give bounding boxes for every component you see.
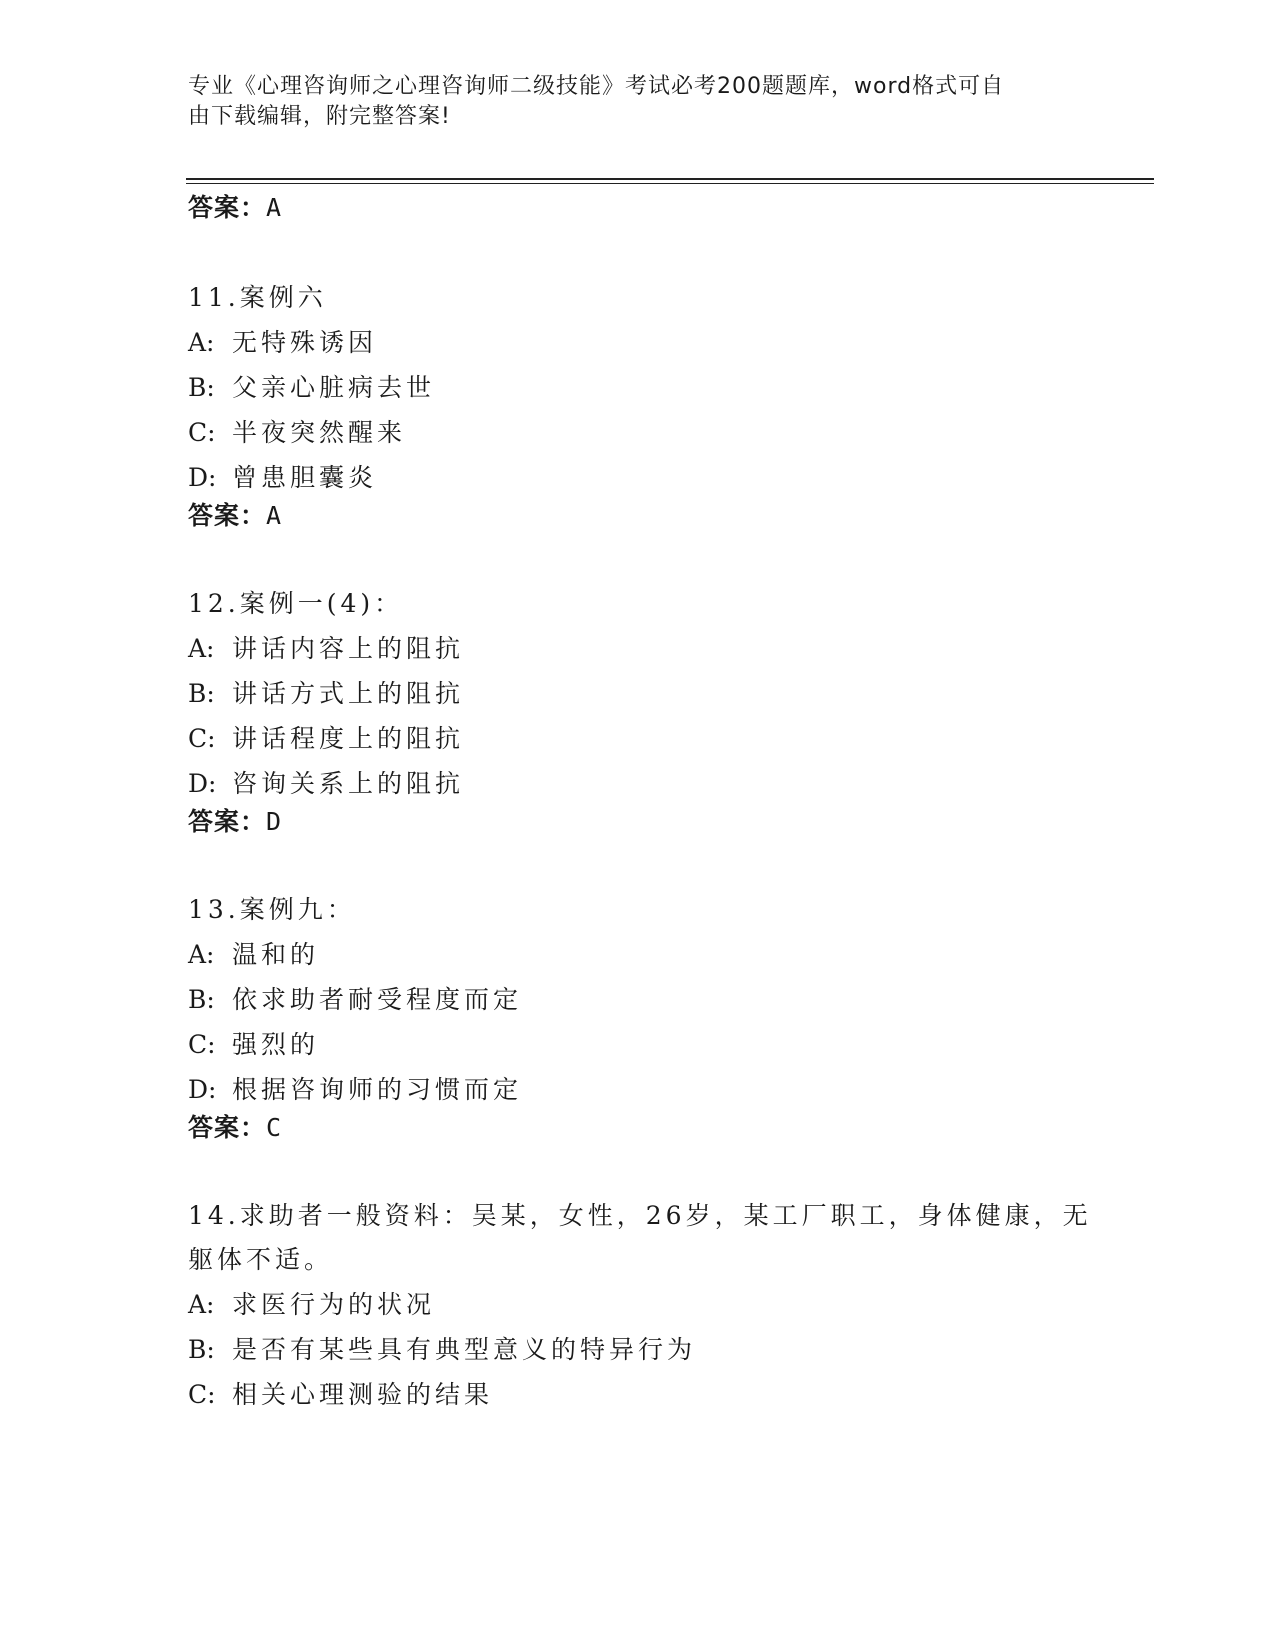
option-d — [188, 761, 1088, 806]
header-divider-thin — [186, 183, 1154, 184]
question-title: 12.案例一(4)： — [188, 589, 404, 618]
answer-value: D — [266, 807, 283, 836]
question-12 — [188, 582, 1088, 806]
document-header — [188, 72, 1068, 132]
answer-11 — [188, 500, 282, 532]
answer-label: 答案： — [188, 501, 267, 530]
option-key: A: — [188, 634, 215, 663]
option-c — [188, 410, 1088, 455]
option-b — [188, 671, 1088, 716]
header-divider-thick — [186, 178, 1154, 180]
question-title-line-1: 14.求助者一般资料：吴某，女性，26岁，某工厂职工，身体健康，无 — [188, 1201, 1092, 1230]
option-text: 父亲心脏病去世 — [232, 373, 436, 402]
header-line-2: 由下载编辑，附完整答案! — [188, 104, 451, 129]
option-key: D: — [188, 1075, 217, 1104]
option-text: 强烈的 — [232, 1030, 320, 1059]
question-11 — [188, 276, 1088, 500]
option-key: A: — [188, 940, 215, 969]
option-key: C: — [188, 1380, 216, 1409]
option-text: 相关心理测验的结果 — [232, 1380, 494, 1409]
option-text: 半夜突然醒来 — [232, 418, 407, 447]
question-title-line-2: 躯体不适。 — [188, 1245, 334, 1274]
option-d — [188, 455, 1088, 500]
option-b — [188, 1327, 1088, 1372]
answer-value: A — [266, 193, 283, 222]
option-b — [188, 365, 1088, 410]
option-key: C: — [188, 724, 216, 753]
option-text: 无特殊诱因 — [232, 328, 378, 357]
question-14 — [188, 1194, 1092, 1417]
option-key: B: — [188, 985, 215, 1014]
option-text: 讲话程度上的阻抗 — [232, 724, 465, 753]
option-a — [188, 320, 1088, 365]
option-key: D: — [188, 463, 217, 492]
option-c — [188, 1372, 1088, 1417]
header-line-1: 专业《心理咨询师之心理咨询师二级技能》考试必考200题题库，word格式可自 — [188, 74, 1005, 99]
option-a — [188, 626, 1088, 671]
option-key: B: — [188, 373, 215, 402]
option-text: 求医行为的状况 — [232, 1290, 436, 1319]
answer-12 — [188, 806, 282, 838]
option-text: 讲话内容上的阻抗 — [232, 634, 465, 663]
option-a — [188, 932, 1088, 977]
option-d — [188, 1067, 1088, 1112]
answer-label: 答案： — [188, 1113, 267, 1142]
option-text: 根据咨询师的习惯而定 — [232, 1075, 523, 1104]
option-text: 是否有某些具有典型意义的特异行为 — [232, 1335, 697, 1364]
option-text: 温和的 — [232, 940, 320, 969]
option-key: B: — [188, 1335, 215, 1364]
answer-label: 答案： — [188, 193, 267, 222]
option-text: 依求助者耐受程度而定 — [232, 985, 523, 1014]
option-key: A: — [188, 328, 215, 357]
option-key: C: — [188, 418, 216, 447]
answer-value: A — [266, 501, 283, 530]
answer-previous — [188, 192, 282, 224]
answer-13 — [188, 1112, 282, 1144]
option-key: D: — [188, 769, 217, 798]
option-c — [188, 1022, 1088, 1067]
option-key: B: — [188, 679, 215, 708]
question-title: 11.案例六 — [188, 283, 327, 312]
option-key: C: — [188, 1030, 216, 1059]
option-key: A: — [188, 1290, 215, 1319]
option-text: 讲话方式上的阻抗 — [232, 679, 465, 708]
question-title: 13.案例九： — [188, 895, 356, 924]
answer-value: C — [266, 1113, 283, 1142]
option-a — [188, 1282, 1088, 1327]
option-text: 曾患胆囊炎 — [232, 463, 378, 492]
answer-label: 答案： — [188, 807, 267, 836]
option-c — [188, 716, 1088, 761]
option-b — [188, 977, 1088, 1022]
question-13 — [188, 888, 1088, 1112]
option-text: 咨询关系上的阻抗 — [232, 769, 465, 798]
